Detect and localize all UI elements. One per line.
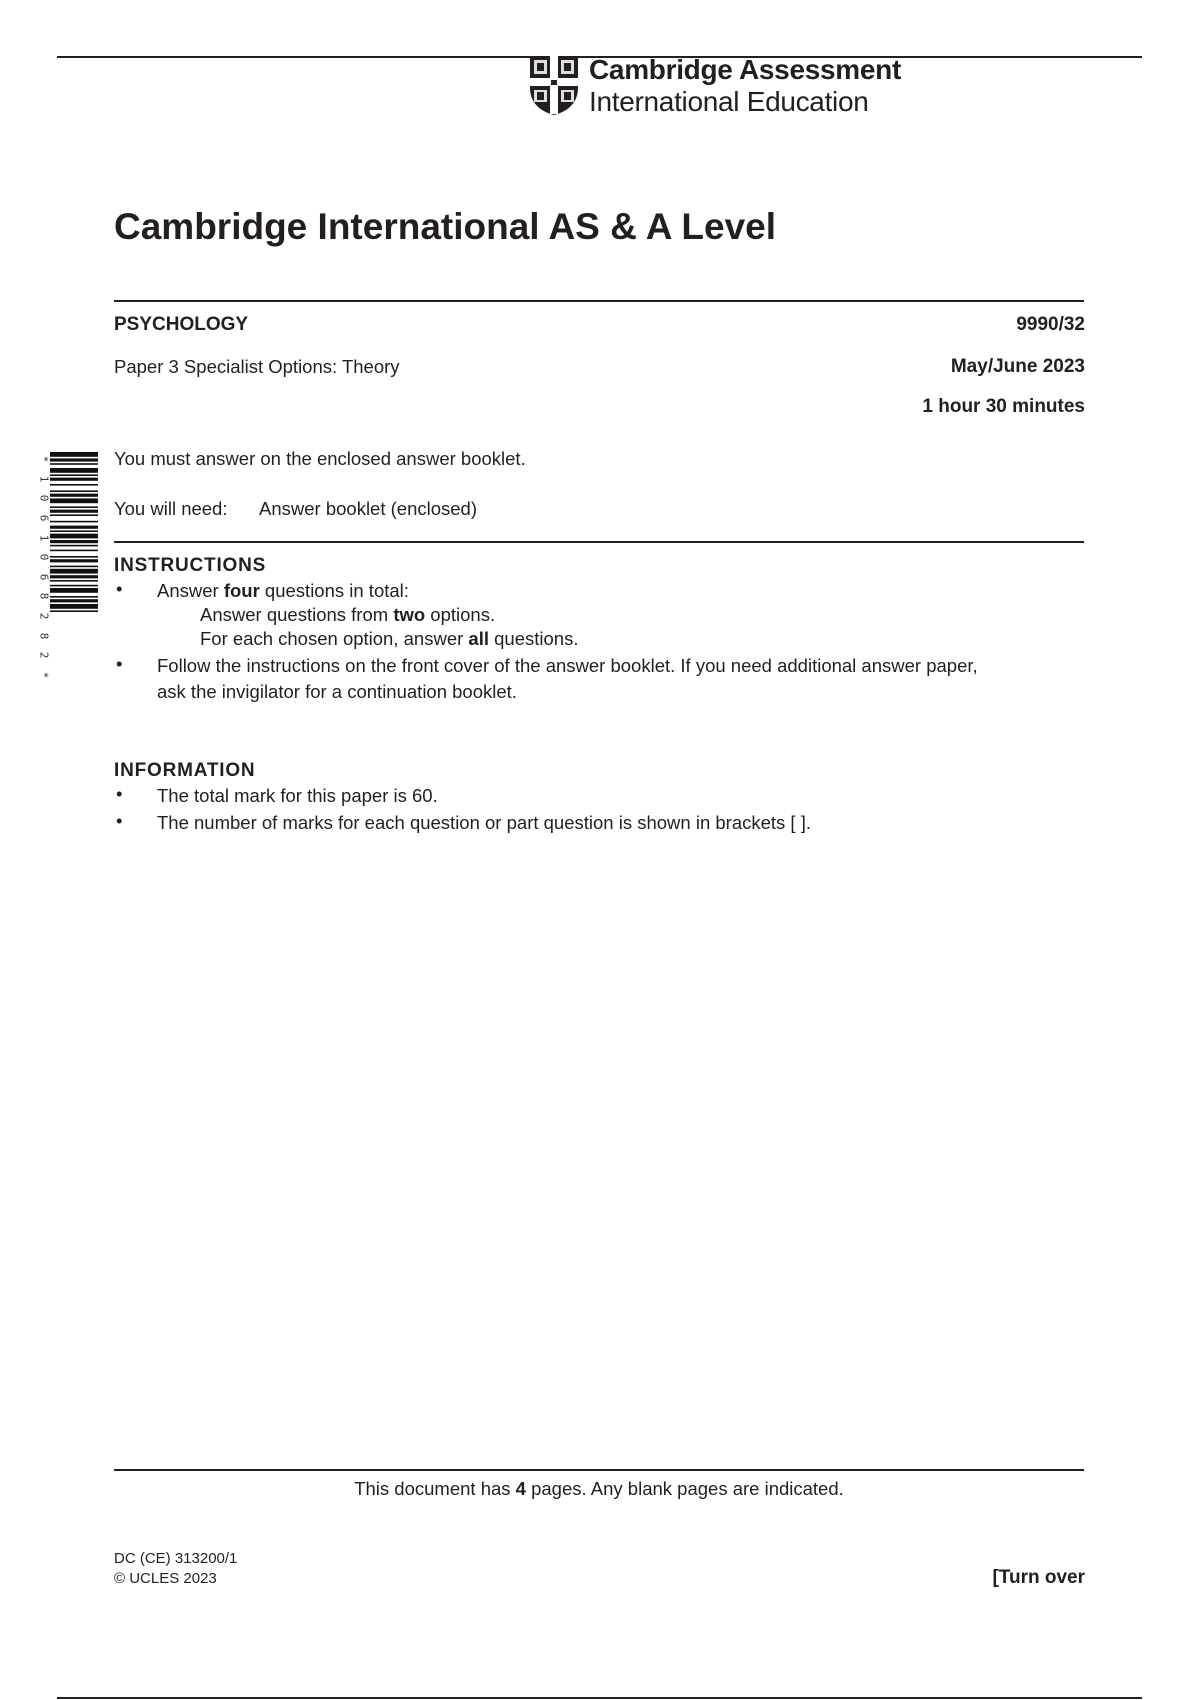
instruction-item-2-line-1: Follow the instructions on the front cover of the answer booklet. If you need additional answer paper, [157, 655, 978, 676]
barcode-char: 1 [37, 475, 50, 482]
need-label: You will need: [114, 498, 228, 519]
instruction-text: options. [425, 604, 496, 625]
crest-icon [528, 54, 580, 116]
logo-line-2: International Education [589, 86, 869, 117]
instruction-sub-1 [200, 602, 495, 628]
instruction-sub-2 [200, 626, 578, 652]
bullet-icon: • [116, 810, 123, 831]
section-rule [114, 541, 1084, 543]
cambridge-logo [528, 54, 908, 118]
turn-over: [Turn over [992, 1567, 1085, 1588]
footer-rule [114, 1469, 1084, 1471]
barcode-char: 2 [37, 612, 50, 620]
instruction-emphasis: two [393, 604, 426, 625]
page-title: Cambridge International AS & A Level [114, 206, 777, 247]
instruction-text: Answer questions from [200, 604, 394, 625]
page-count-text: This document has [354, 1478, 516, 1499]
subject: PSYCHOLOGY [114, 314, 249, 335]
paper-title: Paper 3 Specialist Options: Theory [114, 356, 400, 377]
exam-session: May/June 2023 [950, 356, 1085, 377]
instruction-text: Answer [157, 580, 224, 601]
barcode-icon [50, 452, 98, 682]
document-code: DC (CE) 313200/1 [114, 1550, 238, 1567]
instructions-heading: INSTRUCTIONS [114, 555, 267, 576]
barcode-char: 0 [37, 553, 50, 561]
barcode-char: * [37, 455, 50, 463]
information-heading: INFORMATION [114, 760, 256, 781]
barcode-char: 6 [37, 514, 50, 522]
instruction-text: questions. [488, 628, 579, 649]
instruction-item-1 [157, 578, 409, 604]
bullet-icon: • [116, 653, 123, 674]
bullet-icon: • [116, 578, 123, 599]
answer-note: You must answer on the enclosed answer booklet. [114, 448, 526, 469]
barcode-char: 1 [37, 534, 50, 541]
need-value: Answer booklet (enclosed) [259, 498, 477, 519]
copyright: © UCLES 2023 [114, 1570, 217, 1587]
barcode-char: 8 [37, 632, 50, 639]
bullet-icon: • [116, 783, 123, 804]
instruction-text: For each chosen option, answer [200, 628, 469, 649]
bottom-rule [57, 1697, 1142, 1699]
page-count-note [114, 1478, 1084, 1500]
barcode-char: 0 [37, 494, 50, 502]
instruction-emphasis: four [223, 580, 260, 601]
title-rule [114, 300, 1084, 302]
page-count-text: pages. Any blank pages are indicated. [525, 1478, 844, 1499]
barcode-text [36, 452, 50, 682]
exam-duration: 1 hour 30 minutes [922, 396, 1085, 417]
logo-line-1: Cambridge Assessment [589, 54, 901, 85]
information-item-1: The total mark for this paper is 60. [157, 785, 438, 806]
instruction-emphasis: all [468, 628, 489, 649]
page-count-number: 4 [515, 1478, 526, 1499]
instruction-text: questions in total: [259, 580, 409, 601]
barcode-char: 8 [37, 593, 50, 600]
information-item-2: The number of marks for each question or part question is shown in brackets [ ]. [157, 812, 811, 833]
instruction-item-2-line-2: ask the invigilator for a continuation booklet. [157, 681, 517, 702]
paper-code: 9990/32 [1016, 314, 1085, 335]
barcode-char: * [37, 671, 50, 679]
barcode-char: 6 [37, 573, 50, 581]
barcode-char: 2 [37, 651, 50, 659]
